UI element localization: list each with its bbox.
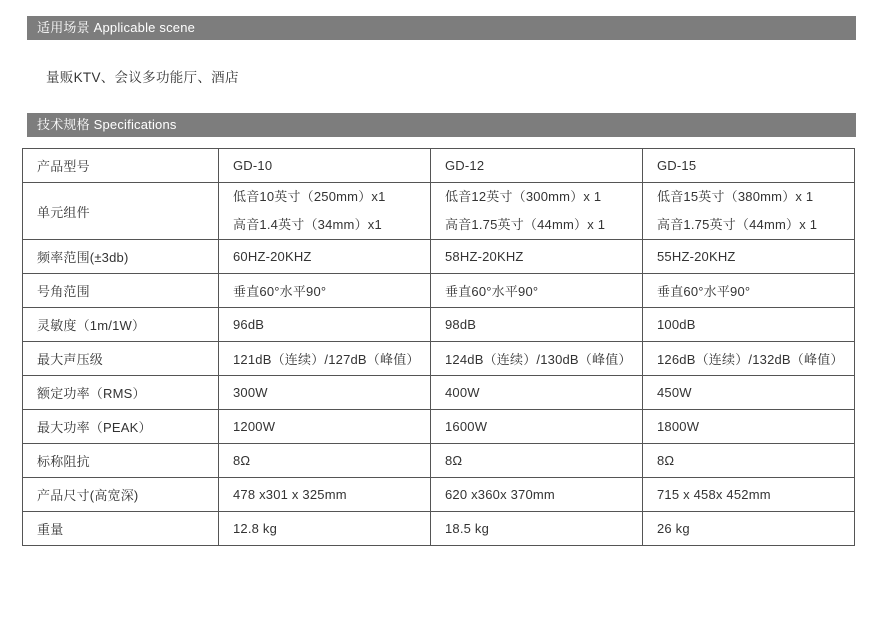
row-value: 715 x 458x 452mm: [643, 478, 855, 512]
table-row: [23, 342, 855, 376]
table-row: [23, 444, 855, 478]
table-row: [23, 183, 855, 240]
row-label: 重量: [23, 512, 219, 546]
row-value: 121dB（连续）/127dB（峰值）: [219, 342, 431, 376]
row-label: 灵敏度（1m/1W）: [23, 308, 219, 342]
row-value-line: 高音1.75英寸（44mm）x 1: [445, 217, 606, 232]
row-value: 8Ω: [643, 444, 855, 478]
row-value: 300W: [219, 376, 431, 410]
row-value-line: 高音1.4英寸（34mm）x1: [233, 217, 382, 232]
table-row: [23, 308, 855, 342]
table-row: [23, 410, 855, 444]
row-value: 12.8 kg: [219, 512, 431, 546]
row-value: 1800W: [643, 410, 855, 444]
row-value: 垂直60°水平90°: [643, 274, 855, 308]
row-value: 100dB: [643, 308, 855, 342]
row-value: GD-15: [643, 149, 855, 183]
row-value: 26 kg: [643, 512, 855, 546]
table-row: [23, 240, 855, 274]
row-value: 478 x301 x 325mm: [219, 478, 431, 512]
row-value: 98dB: [431, 308, 643, 342]
row-value-line: 高音1.75英寸（44mm）x 1: [657, 217, 818, 232]
row-label: 最大声压级: [23, 342, 219, 376]
row-label: 产品型号: [23, 149, 219, 183]
row-value: GD-12: [431, 149, 643, 183]
row-label: 单元组件: [23, 183, 219, 240]
applicable-scene-header-label: 适用场景 Applicable scene: [37, 20, 196, 35]
row-value: 96dB: [219, 308, 431, 342]
row-value: GD-10: [219, 149, 431, 183]
table-row: [23, 478, 855, 512]
applicable-scene-header: [22, 16, 856, 40]
table-row: [23, 376, 855, 410]
applicable-scene-body: 量贩KTV、会议多功能厅、酒店: [46, 70, 239, 85]
row-value: 55HZ-20KHZ: [643, 240, 855, 274]
row-value: 垂直60°水平90°: [219, 274, 431, 308]
table-row: [23, 274, 855, 308]
table-row: [23, 149, 855, 183]
specifications-header-label: 技术规格 Specifications: [37, 117, 177, 132]
row-value: 8Ω: [431, 444, 643, 478]
row-value: 1200W: [219, 410, 431, 444]
row-label: 产品尺寸(高宽深): [23, 478, 219, 512]
row-value: 18.5 kg: [431, 512, 643, 546]
row-value-line: 低音12英寸（300mm）x 1: [445, 189, 602, 204]
row-value: 126dB（连续）/132dB（峰值）: [643, 342, 855, 376]
specifications-header: [22, 113, 856, 137]
row-value: 620 x360x 370mm: [431, 478, 643, 512]
row-label: 额定功率（RMS）: [23, 376, 219, 410]
row-label: 标称阻抗: [23, 444, 219, 478]
row-value: 8Ω: [219, 444, 431, 478]
row-label: 频率范围(±3db): [23, 240, 219, 274]
row-value: 60HZ-20KHZ: [219, 240, 431, 274]
row-value: 400W: [431, 376, 643, 410]
row-value-line: 低音10英寸（250mm）x1: [233, 189, 386, 204]
row-value: 58HZ-20KHZ: [431, 240, 643, 274]
row-value: 1600W: [431, 410, 643, 444]
row-label: 最大功率（PEAK）: [23, 410, 219, 444]
row-value: 124dB（连续）/130dB（峰值）: [431, 342, 643, 376]
specifications-table: [22, 148, 855, 546]
row-value: 450W: [643, 376, 855, 410]
row-value: 垂直60°水平90°: [431, 274, 643, 308]
row-value: [431, 183, 643, 240]
table-row: [23, 512, 855, 546]
row-label: 号角范围: [23, 274, 219, 308]
row-value: [643, 183, 855, 240]
row-value: [219, 183, 431, 240]
row-value-line: 低音15英寸（380mm）x 1: [657, 189, 814, 204]
